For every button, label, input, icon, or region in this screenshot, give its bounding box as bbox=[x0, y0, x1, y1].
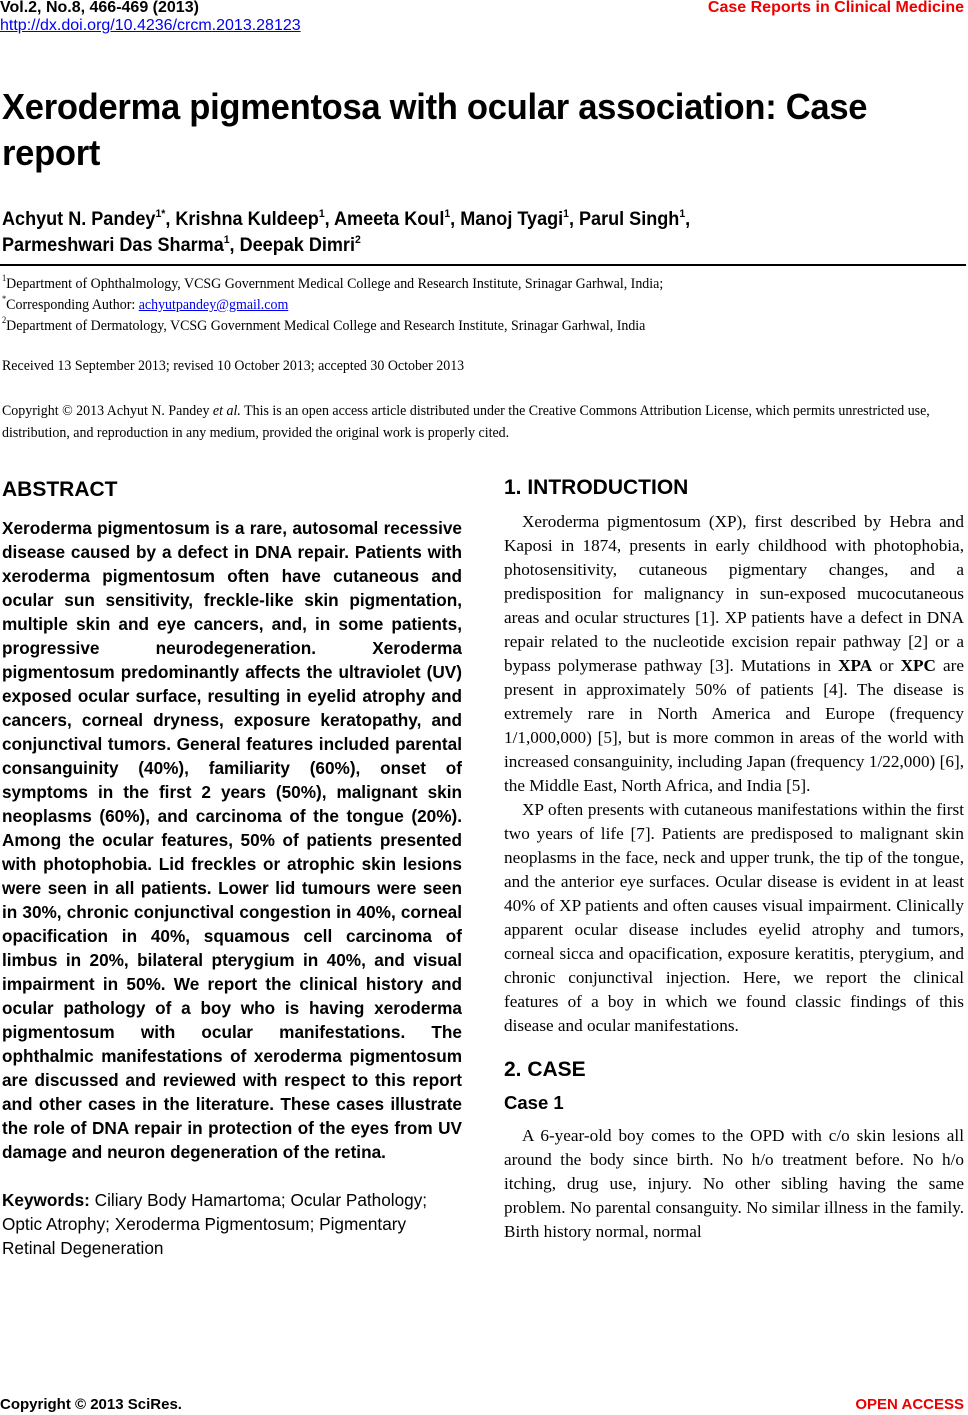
introduction-paragraph-2: XP often presents with cutaneous manifestations within the first two years of life [7]. Patients are predisposed to malignant skin neoplasms in the face, neck and upper trunk, the tip of the tongue, and the anterior eye surfaces. Ocular disease is evident in at least 40% of XP patients and often causes visual impairment. Clinically apparent ocular disease includes eyelid atrophy and tumors, corneal sicca and opacification, exposure keratitis, pterygium, and chronic conjunctival injection. Here, we report the clinical features of a boy in which we found classic findings of this disease and ocular manifestations. bbox=[504, 800, 964, 1035]
author: Parmeshwari Das Sharma$^1$, bbox=[2, 234, 240, 256]
header-divider bbox=[0, 264, 966, 266]
introduction-paragraph-1: Xeroderma pigmentosum (XP), first described by Hebra and Kaposi in 1874, presents in early childhood with photophobia, photosensitivity, cutaneous pigmentary changes, and a predisposition for malignancy in sun-exposed mucocutaneous areas and ocular structures [1]. XP patients have a defect in DNA repair related to the nucleotide excision repair pathway [2] or a bypass polymerase pathway [3]. Mutations in XPA or XPC are present in approximately 50% of patients [4]. The disease is extremely rare in North America and Europe (frequency 1/1,000,000) [5], but is more common in areas of the world with increased consanguinity, including Japan (frequency 1/22,000) [6], the Middle East, North Africa, and India [5]. bbox=[504, 512, 964, 795]
corresponding-author: *Corresponding Author: achyutpandey@gmail.com bbox=[2, 294, 289, 313]
author: Manoj Tyagi$^1$, bbox=[460, 208, 580, 230]
author: Krishna Kuldeep$^1$, bbox=[175, 208, 335, 230]
affiliations bbox=[2, 274, 900, 337]
author: Parul Singh$^1$, bbox=[579, 208, 691, 230]
doi-link[interactable]: http://dx.doi.org/10.4236/crcm.2013.28123 bbox=[0, 17, 301, 34]
introduction-heading: 1. INTRODUCTION bbox=[504, 476, 689, 499]
journal-name: Case Reports in Clinical Medicine bbox=[707, 0, 964, 16]
keywords bbox=[2, 1188, 462, 1260]
case-heading: 2. CASE bbox=[504, 1058, 586, 1081]
left-column bbox=[2, 478, 462, 1260]
affiliation-2: $^2$Department of Dermatology, VCSG Government Medical College and Research Institute, Srinagar Garhwal, India bbox=[2, 315, 646, 334]
footer-copyright: Copyright © 2013 SciRes. bbox=[0, 1396, 182, 1413]
abstract-heading: ABSTRACT bbox=[2, 478, 118, 501]
article-title: Xeroderma pigmentosa with ocular association: Case report bbox=[2, 86, 868, 173]
footer-open-access: OPEN ACCESS bbox=[855, 1396, 964, 1413]
author: Deepak Dimri$^2$ bbox=[239, 234, 361, 256]
author-list bbox=[2, 207, 914, 259]
received-dates: Received 13 September 2013; revised 10 October 2013; accepted 30 October 2013 bbox=[2, 358, 465, 374]
journal-volume-info: Vol.2, No.8, 466-469 (2013) bbox=[0, 0, 199, 16]
corresponding-email-link[interactable]: achyutpandey@gmail.com bbox=[138, 297, 289, 313]
author: Achyut N. Pandey$^{1*}$, bbox=[2, 208, 176, 230]
case-paragraph-1: A 6-year-old boy comes to the OPD with c/o skin lesions all around the body since birth. No h/o treatment before. No h/o itching, drug use, injury. No other sibling having the same problem. No parental consanguity. No similar illness in the family. Birth history normal, normal bbox=[504, 1126, 964, 1241]
keywords-list: Ciliary Body Hamartoma; Ocular Pathology; Optic Atrophy; Xeroderma Pigmentosum; Pigmentary Retinal Degeneration bbox=[2, 1190, 428, 1258]
abstract-body: Xeroderma pigmentosum is a rare, autosomal recessive disease caused by a defect in DNA repair. Patients with xeroderma pigmentosum often have cutaneous and ocular sun sensitivity, freckle-like skin pigmentation, multiple skin and eye cancers, and, in some patients, progressive neurodegeneration. Xeroderma pigmentosum predominantly affects the ultraviolet (UV) exposed ocular surface, resulting in eyelid atrophy and cancers, corneal dryness, exposure keratopathy, and conjunctival tumors. General features included parental consanguinity (40%), familiarity (60%), onset of symptoms in the first 2 years (50%), malignant skin neoplasms (60%), and carcinoma of the tongue (20%). Among the ocular features, 50% of patients presented with photophobia. Lid freckles or atrophic skin lesions were seen in all patients. Lower lid tumours were seen in 30%, chronic conjunctival congestion in 40%, corneal opacification in 40%, squamous cell carcinoma of limbus in 20%, bilateral pterygium in 40%, and visual impairment in 50%. We report the clinical history and ocular pathology of a boy who is having xeroderma pigmentosum with ocular manifestations. The ophthalmic manifestations of xeroderma pigmentosum are discussed and reviewed with respect to this report and other cases in the literature. These cases illustrate the role of DNA repair in protection of the eyes from UV damage and neuron degeneration of the retina. bbox=[2, 518, 462, 1162]
affiliation-1: $^1$Department of Ophthalmology, VCSG Government Medical College and Research Institute, Srinagar Garhwal, India; bbox=[2, 273, 664, 292]
keywords-label: Keywords: bbox=[2, 1190, 90, 1210]
author: Ameeta Koul$^1$, bbox=[334, 208, 461, 230]
copyright-notice: Copyright © 2013 Achyut N. Pandey et al. This is an open access article distributed under the Creative Commons Attribution License, which permits unrestricted use, distribution, and reproduction in any medium, provided the original work is properly cited. bbox=[2, 403, 930, 441]
right-column bbox=[504, 476, 964, 1244]
case-1-heading: Case 1 bbox=[504, 1092, 564, 1113]
